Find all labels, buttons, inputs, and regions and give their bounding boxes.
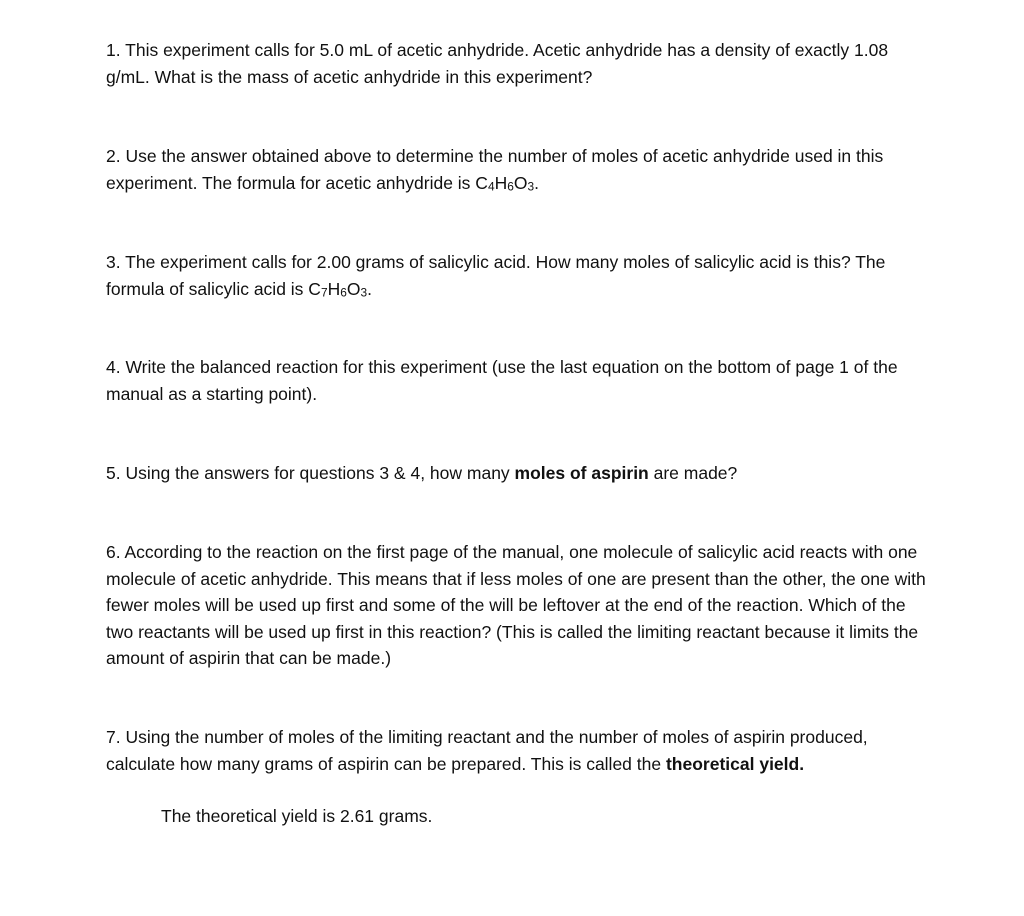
question-5-text-before: 5. Using the answers for questions 3 & 4, how many <box>106 463 515 483</box>
acetic-anhydride-formula: $C_4H_6O_3$. <box>475 172 539 193</box>
question-7-bold-term: theoretical yield. <box>665 753 805 774</box>
question-3 <box>106 249 926 302</box>
theoretical-yield-answer: The theoretical yield is 2.61 grams. <box>161 806 433 826</box>
question-1-text: 1. This experiment calls for 5.0 mL of acetic anhydride. Acetic anhydride has a density of exactly 1.08 g/mL. What is the mass of acetic anhydride in this experiment? <box>106 40 889 87</box>
question-6-text: 6. According to the reaction on the first page of the manual, one molecule of salicylic acid reacts with one molecule of acetic anhydride. This means that if less moles of one are present than the other, the one with fewer moles will be used up first and some of the will be leftover at the end of the reaction. Which of the two reactants will be used up first in this reaction? (This is called the limiting reactant because it limits the amount of aspirin that can be made.) <box>106 542 926 668</box>
question-3-text: 3. The experiment calls for 2.00 grams of salicylic acid. How many moles of salicylic acid is this? The formula of salicylic acid is <box>106 252 886 299</box>
question-6 <box>106 539 926 672</box>
question-2-text: 2. Use the answer obtained above to determine the number of moles of acetic anhydride used in this experiment. The formula for acetic anhydride is <box>106 146 884 193</box>
question-4 <box>106 354 926 407</box>
question-2 <box>106 143 926 196</box>
question-5-text-after: are made? <box>648 463 738 483</box>
question-7-text-before: 7. Using the number of moles of the limiting reactant and the number of moles of aspirin produced, calculate how many grams of aspirin can be prepared. This is called the <box>106 727 868 774</box>
question-1 <box>106 37 926 90</box>
question-5-bold-term: moles of aspirin <box>514 463 649 483</box>
question-5 <box>106 460 926 487</box>
question-7 <box>106 724 926 777</box>
question-4-text: 4. Write the balanced reaction for this experiment (use the last equation on the bottom of page 1 of the manual as a starting point). <box>106 357 898 404</box>
salicylic-acid-formula: $C_7H_6O_3$. <box>308 278 372 299</box>
